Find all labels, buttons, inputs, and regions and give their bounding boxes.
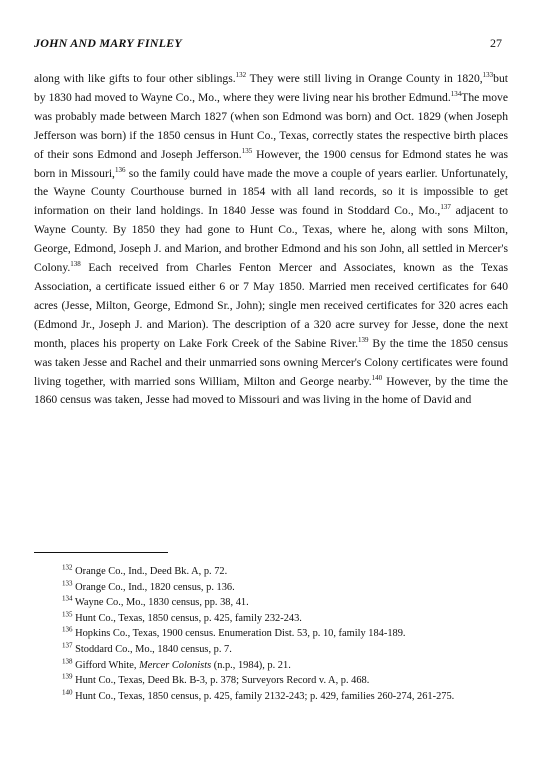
footnote-text-before: Gifford White,	[75, 659, 140, 671]
running-title: JOHN AND MARY FINLEY	[34, 36, 182, 50]
page-number: 27	[490, 36, 502, 50]
footnote-text: Orange Co., Ind., Deed Bk. A, p. 72.	[75, 566, 228, 577]
footnote-number: 136	[62, 625, 73, 634]
footnote-ref: 136	[114, 165, 126, 174]
footnotes-block	[34, 564, 508, 704]
footnote	[34, 595, 508, 611]
footnote-text-after: (n.p., 1984), p. 21.	[211, 659, 291, 671]
footnote	[34, 642, 508, 658]
body-text-run: but by 1830 had moved to Wayne Co., Mo., where they were living near his brother Edmund.	[34, 72, 508, 104]
footnote-number: 133	[62, 579, 73, 588]
footnote-number: 139	[62, 672, 73, 681]
footnote-ref: 133	[482, 71, 494, 80]
footnote	[34, 658, 508, 674]
footnote-text: Stoddard Co., Mo., 1840 census, p. 7.	[75, 643, 232, 655]
footnote-text: Orange Co., Ind., 1820 census, p. 136.	[75, 581, 235, 593]
body-text-run: However, the 1900 census for Edmond states he was born in Missouri,	[34, 147, 508, 180]
body-text-run: The move was probably made between March 1827 (when son Edmond was born) and Oct. 1829 (when Joseph Jefferson was born) if the 1850 census in Hunt Co., Texas, correctly states the respective birth places of their sons Edmond and Joseph Jefferson.	[34, 90, 508, 161]
footnote-divider	[34, 552, 168, 553]
footnote	[34, 611, 508, 627]
footnote	[34, 626, 508, 642]
body-text-run: Each received from Charles Fenton Mercer and Associates, known as the Texas Association, a certificate issued either 6 or 7 May 1850. Married men received certificates for 640 acres (Jesse, Milton, George, Edmond Sr., John); single men received certificates for 320 acres each (Edmond Jr., Joseph J. and Marion). The description of a 320 acre survey for Jesse, done the next month, places his property on Lake Fork Creek of the Sabine River.	[34, 261, 508, 350]
footnote-number: 135	[62, 610, 73, 619]
footnote-text: Hunt Co., Texas, 1850 census, p. 425, family 232-243.	[75, 612, 302, 624]
footnote-number: 137	[62, 641, 73, 650]
footnote-text: Hunt Co., Texas, 1850 census, p. 425, family 2132-243; p. 429, families 260-274, 261-275.	[75, 690, 455, 702]
footnote-ref: 135	[241, 146, 253, 155]
footnote-text: Hunt Co., Texas, Deed Bk. B-3, p. 378; Surveyors Record v. A, p. 468.	[75, 675, 370, 687]
footnote-text: Hopkins Co., Texas, 1900 census. Enumeration Dist. 53, p. 10, family 184-189.	[75, 628, 406, 640]
footnote-ref: 139	[358, 335, 369, 344]
footnote	[34, 580, 508, 596]
footnote-ref: 140	[371, 373, 383, 382]
footnote-number: 140	[62, 688, 73, 697]
body-text-run: They were still living in Orange County in 1820,	[246, 72, 483, 85]
footnote-text: Wayne Co., Mo., 1830 census, pp. 38, 41.	[74, 597, 249, 609]
body-paragraph	[34, 70, 508, 410]
body-text-run: However, by the time the 1860 census was taken, Jesse had moved to Missouri and was living in the home of David and	[34, 374, 508, 407]
footnote	[34, 673, 508, 689]
footnote	[34, 689, 508, 705]
footnote-ref: 137	[440, 203, 451, 212]
footnote-number: 138	[62, 657, 73, 666]
body-text-run: along with like gifts to four other siblings.	[34, 72, 236, 85]
body-text-run: adjacent to Wayne County. By 1850 they had gone to Hunt Co., Texas, where he, along with sons Milton, George, Edmond, Joseph J. and Marion, and brother Edmond and his son John, all settled in Mercer's Colony.	[34, 204, 508, 275]
footnote	[34, 564, 508, 580]
footnote-ref: 134	[450, 90, 462, 99]
body-text-run: so the family could have made the move a couple of years earlier. Unfortunately, the Wayne County Courthouse burned in 1854 with all land records, so it is impossible to get information on their land holdings. In 1840 Jesse was found in Stoddard Co., Mo.,	[34, 166, 508, 218]
footnote-number: 134	[62, 594, 73, 603]
body-text-run: By the time the 1850 census was taken Jesse and Rachel and their unmarried sons owning Mercer's Colony certificates were found living together, with married sons William, Milton and George nearby.	[34, 336, 508, 388]
footnote-number: 132	[62, 563, 73, 572]
footnote-ref: 138	[70, 260, 81, 269]
footnote-book-title: Mercer Colonists	[139, 659, 212, 671]
footnote-ref: 132	[235, 71, 247, 80]
